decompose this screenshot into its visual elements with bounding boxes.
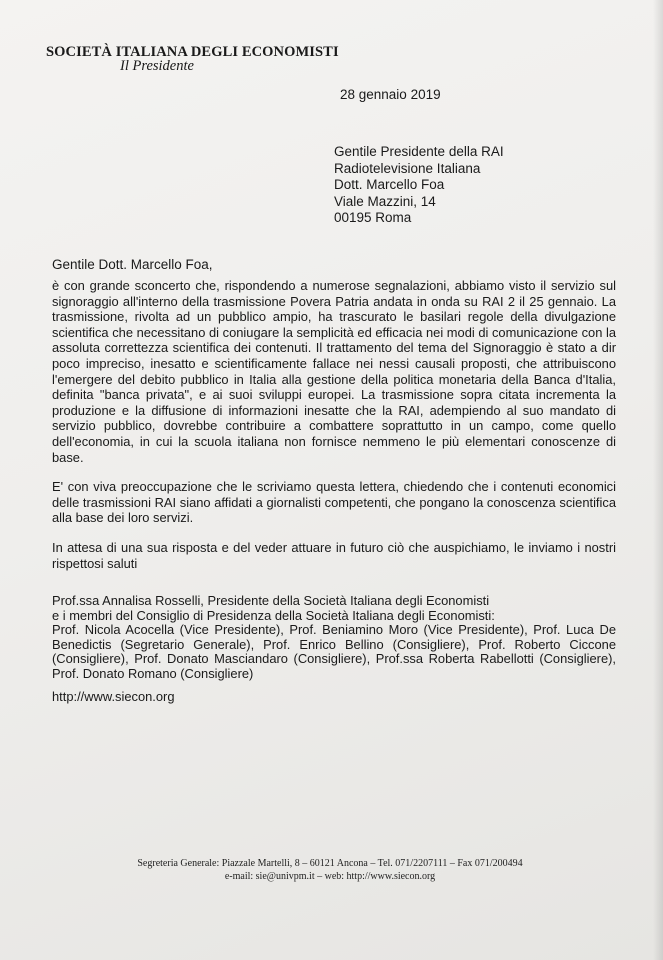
footer-contact: e-mail: sie@univpm.it – web: http://www.siecon.org (224, 871, 436, 882)
page-shadow (653, 0, 663, 960)
recipient-line: Dott. Marcello Foa (334, 177, 445, 192)
letterhead-footer (60, 857, 600, 883)
recipient-address (334, 144, 504, 227)
organization-role: Il Presidente (120, 58, 194, 74)
recipient-line: Viale Mazzini, 14 (334, 193, 436, 209)
signatory-line: Prof.ssa Annalisa Rosselli, Presidente della Società Italiana degli Economisti (52, 593, 490, 608)
signatory-line: Prof. Nicola Acocella (Vice Presidente), Prof. Beniamino Moro (Vice Presidente), Prof. Luca De Benedictis (Segretario Generale), Prof. Enrico Bellino (Consigliere), Prof. Roberto Ciccone (Consigliere), Prof. Donato Masciandaro (Consigliere), Prof.ssa Roberta Rabellotti (Consigliere), Prof. Donato Romano (Consigliere) (52, 622, 616, 681)
letter-date: 28 gennaio 2019 (340, 87, 441, 102)
recipient-line: Gentile Presidente della RAI (334, 144, 504, 159)
body-paragraph: E' con viva preoccupazione che le scriviamo questa lettera, chiedendo che i contenuti economici delle trasmissioni RAI siano affidati a giornalisti competenti, che pongano la conoscenza scientifica alla base dei loro servizi. (52, 479, 616, 526)
body-paragraph: In attesa di una sua risposta e del veder attuare in futuro ciò che auspichiamo, le inviamo i nostri rispettosi saluti (52, 539, 616, 571)
body-paragraph: è con grande sconcerto che, rispondendo a numerose segnalazioni, abbiamo visto il servizio sul signoraggio all'interno della trasmissione Povera Patria andata in onda su RAI 2 il 25 gennaio. La trasmissione, rivolta ad un pubblico ampio, ha trascurato le basilari regole della divulgazione scientifica che necessitano di coniugare la semplicità ed efficacia nei modi di comunicazione con la assoluta correttezza scientifica dei contenuti. Il trattamento del tema del Signoraggio è stato a dir poco impreciso, inesatto e scientificamente fallace nei nessi causali proposti, che attribuiscono l'emergere del debito pubblico in Italia alla gestione della politica monetaria della Banca d'Italia, definita "banca privata", e ai suoi sviluppi europei. La trasmissione sopra citata incrementa la produzione e la diffusione di informazioni inesatte che la RAI, adempiendo al suo mandato di servizio pubblico, dovrebbe contribuire a combattere soprattutto in un campo, come quello dell'economia, in cui la scuola italiana non fornisce nemmeno le più elementari conoscenze di base. (52, 278, 616, 465)
organization-name: SOCIETÀ ITALIANA DEGLI ECONOMISTI (46, 44, 339, 60)
signatories (52, 594, 616, 681)
recipient-line: Radiotelevisione Italiana (334, 160, 481, 176)
footer-address: Segreteria Generale: Piazzale Martelli, 8 – 60121 Ancona – Tel. 071/2207111 – Fax 071/200494 (137, 858, 523, 869)
recipient-line: 00195 Roma (334, 210, 412, 225)
website-link[interactable]: http://www.siecon.org (52, 689, 175, 704)
letter-body (52, 278, 616, 585)
salutation: Gentile Dott. Marcello Foa, (52, 257, 213, 272)
signatory-line: e i membri del Consiglio di Presidenza della Società Italiana degli Economisti: (52, 607, 495, 623)
